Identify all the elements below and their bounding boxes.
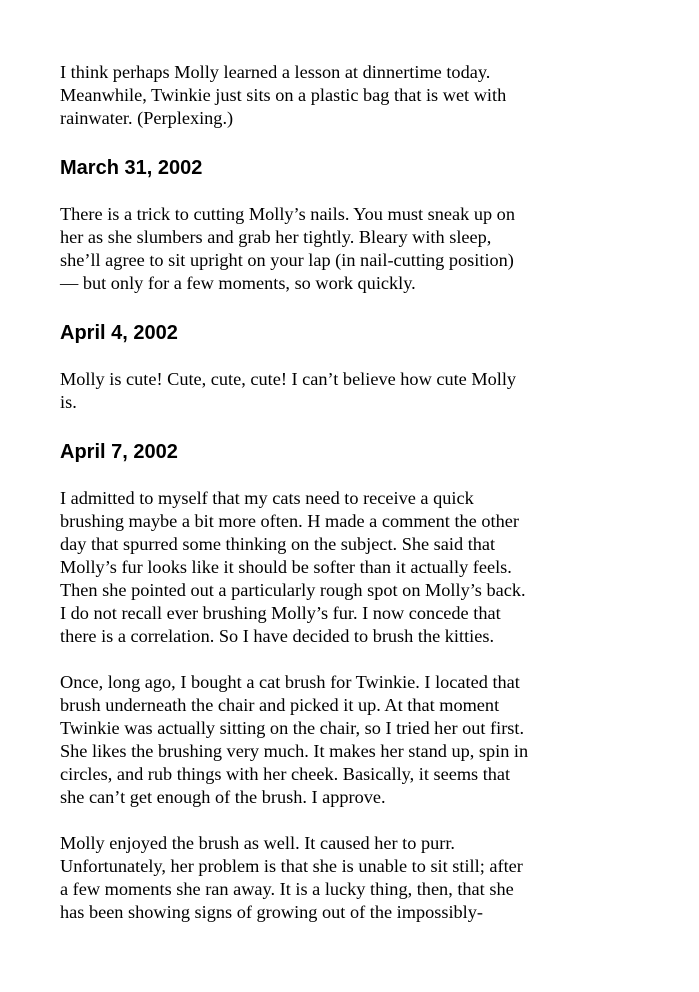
paragraph-molly-brush: Molly enjoyed the brush as well. It caused her to purr. Unfortunately, her problem is that she is unable to sit still; after a few moments she ran away. It is a lucky thing, then, that she has been showing signs of growing out of the impossibly- [60, 833, 523, 922]
spacer [60, 648, 580, 671]
spacer [60, 345, 580, 368]
spacer [60, 295, 580, 321]
spacer [60, 809, 580, 832]
paragraph-molly-cute: Molly is cute! Cute, cute, cute! I can’t believe how cute Molly is. [60, 369, 517, 412]
spacer [60, 130, 580, 156]
date-heading-april-4: April 4, 2002 [60, 322, 178, 344]
paragraph-nail-trick: There is a trick to cutting Molly’s nails. You must sneak up on her as she slumbers and grab her tightly. Bleary with sleep, she’ll agree to sit upright on your lap (in nail-cutting position) — but only for a few moments, so work quickly. [60, 204, 515, 293]
document-page [60, 61, 580, 924]
paragraph-molly-lesson: I think perhaps Molly learned a lesson at dinnertime today. Meanwhile, Twinkie just sits on a plastic bag that is wet with rainwater. (Perplexing.) [60, 62, 507, 128]
spacer [60, 464, 580, 487]
paragraph-brushing-decision: I admitted to myself that my cats need to receive a quick brushing maybe a bit more often. H made a comment the other day that spurred some thinking on the subject. She said that Molly’s fur looks like it should be softer than it actually feels. Then she pointed out a particularly rough spot on Molly’s back. I do not recall ever brushing Molly’s fur. I now concede that there is a correlation. So I have decided to brush the kitties. [60, 488, 526, 646]
paragraph-twinkie-brush: Once, long ago, I bought a cat brush for Twinkie. I located that brush underneath the chair and picked it up. At that moment Twinkie was actually sitting on the chair, so I tried her out first. She likes the brushing very much. It makes her stand up, spin in circles, and rub things with her cheek. Basically, it seems that she can’t get enough of the brush. I approve. [60, 672, 529, 807]
spacer [60, 414, 580, 440]
date-heading-march-31: March 31, 2002 [60, 157, 203, 179]
date-heading-april-7: April 7, 2002 [60, 441, 178, 463]
spacer [60, 180, 580, 203]
